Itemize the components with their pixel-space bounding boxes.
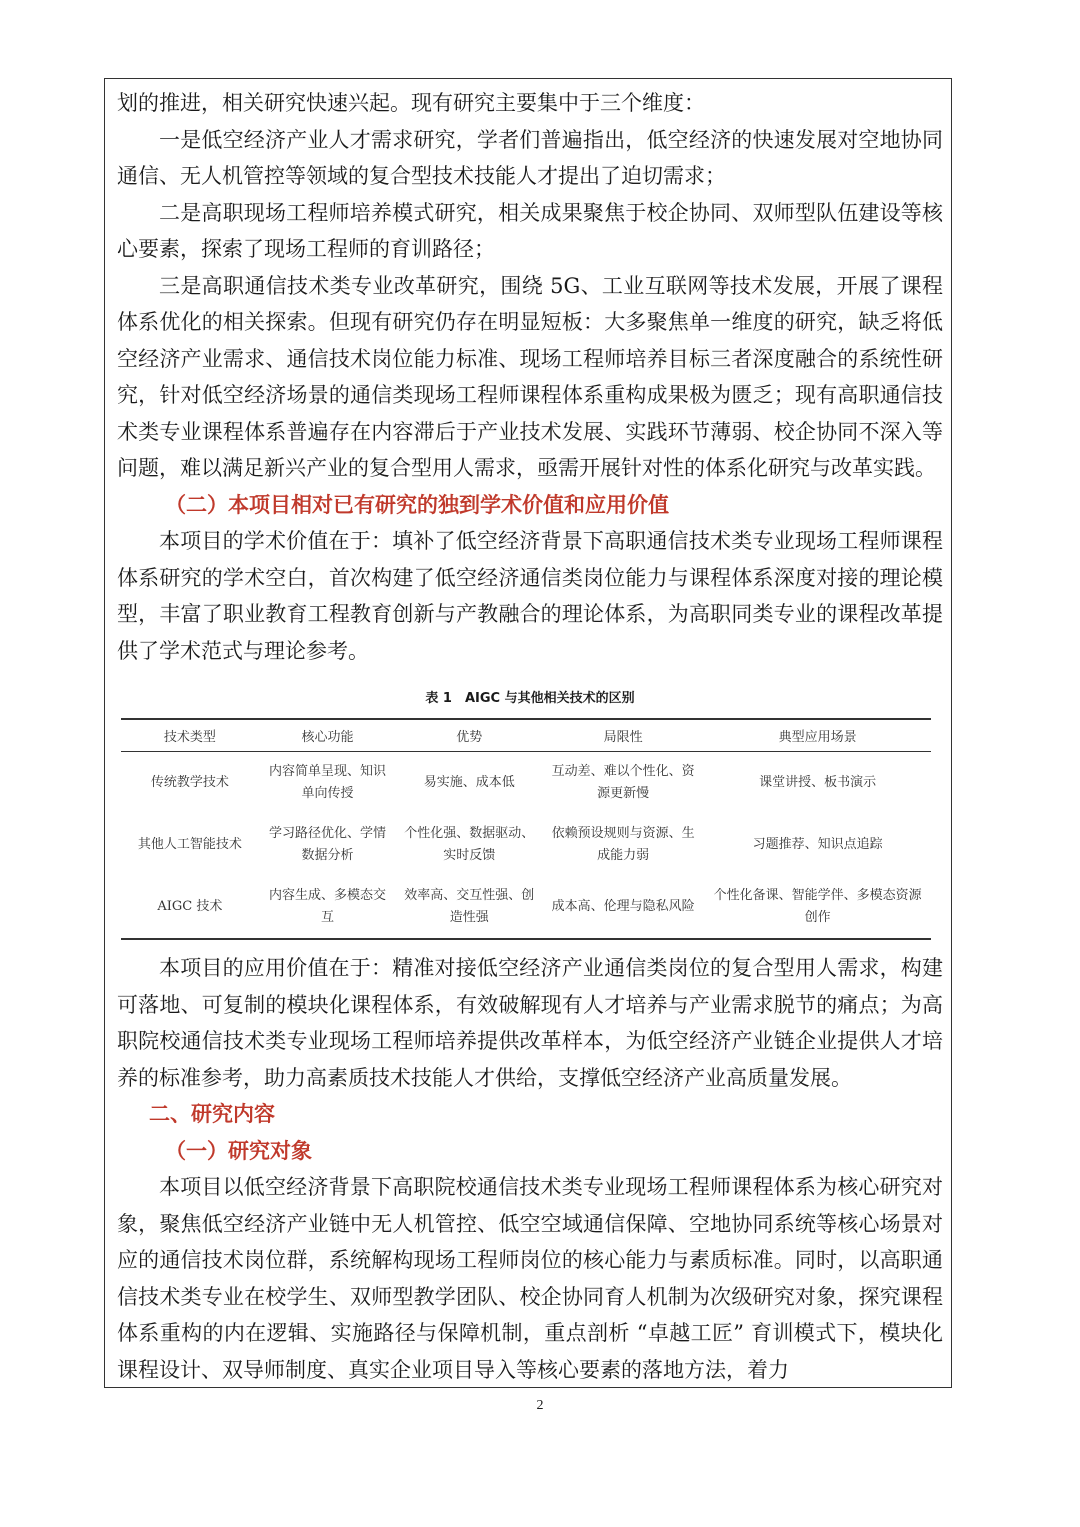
table-cell: 习题推荐、知识点追踪 — [752, 837, 883, 852]
heading-research-object: （一）研究对象 — [165, 1138, 312, 1163]
page-number: 2 — [536, 1398, 544, 1413]
document-body — [117, 85, 943, 1388]
paragraph-dimension-three: 三是高职通信技术类专业改革研究，围绕 5G、工业互联网等技术发展，开展了课程体系优化的相关探索。但现有研究仍存在明显短板：大多聚焦单一维度的研究，缺乏将低空经济产业需求、通信技术岗位能力标准、现场工程师培养目标三者深度融合的系统性研究，针对低空经济场景的通信类现场工程师课程体系重构成果极为匮乏；现有高职通信技术类专业课程体系普遍存在内容滞后于产业技术发展、实践环节薄弱、校企协同不深入等问题，难以满足新兴产业的复合型用人需求，亟需开展针对性的体系化研究与改革实践。 — [117, 273, 943, 480]
heading-section-two: 二、研究内容 — [149, 1102, 275, 1126]
table-row — [121, 752, 931, 815]
table-cell: 课堂讲授、板书演示 — [759, 775, 877, 790]
table-row — [121, 876, 931, 939]
paragraph-dimension-one: 一是低空经济产业人才需求研究，学者们普遍指出，低空经济的快速发展对空地协同通信、无人机管控等领域的复合型技术技能人才提出了迫切需求； — [117, 127, 943, 188]
table-cell: 个性化备课、智能学伴、多模态资源创作 — [704, 876, 931, 939]
comparison-table-block — [117, 687, 943, 940]
table-header-cell: 优势 — [396, 719, 542, 752]
table-header-cell: 局限性 — [542, 719, 704, 752]
table-header-cell: 核心功能 — [259, 719, 397, 752]
table-cell: 成本高、伦理与隐私风险 — [542, 876, 704, 939]
table-cell: 内容简单呈现、知识单向传授 — [269, 764, 387, 801]
paragraph-intro: 划的推进，相关研究快速兴起。现有研究主要集中于三个维度： — [117, 91, 705, 115]
paragraph-dimension-two: 二是高职现场工程师培养模式研究，相关成果聚焦于校企协同、双师型队伍建设等核心要素，探索了现场工程师的育训路径； — [117, 200, 943, 261]
page-frame — [104, 78, 952, 1388]
table-cell: 互动差、难以个性化、资源更新慢 — [551, 764, 695, 801]
heading-value: （二）本项目相对已有研究的独到学术价值和应用价值 — [165, 492, 669, 517]
table-cell: 依赖预设规则与资源、生成能力弱 — [551, 826, 695, 863]
table-title: 表 1 AIGC 与其他相关技术的区别 — [425, 691, 635, 706]
table-cell: 传统教学技术 — [150, 775, 229, 790]
paragraph-academic-value: 本项目的学术价值在于：填补了低空经济背景下高职通信技术类专业现场工程师课程体系研究的学术空白，首次构建了低空经济通信类岗位能力与课程体系深度对接的理论模型，丰富了职业教育工程教育创新与产教融合的理论体系，为高职同类专业的课程改革提供了学术范式与理论参考。 — [117, 529, 943, 663]
table-cell: 其他人工智能技术 — [137, 837, 242, 852]
table-header-row — [121, 719, 931, 752]
comparison-table — [121, 718, 931, 940]
table-header-cell: 典型应用场景 — [704, 719, 931, 752]
table-header-cell: 技术类型 — [121, 719, 259, 752]
table-cell: 个性化强、数据驱动、实时反馈 — [404, 826, 535, 863]
paragraph-application-value: 本项目的应用价值在于：精准对接低空经济产业通信类岗位的复合型用人需求，构建可落地、可复制的模块化课程体系，有效破解现有人才培养与产业需求脱节的痛点；为高职院校通信技术类专业现场工程师培养提供改革样本，为低空经济产业链企业提供人才培养的标准参考，助力高素质技术技能人才供给，支撑低空经济产业高质量发展。 — [117, 956, 943, 1090]
paragraph-research-object: 本项目以低空经济背景下高职院校通信技术类专业现场工程师课程体系为核心研究对象，聚焦低空经济产业链中无人机管控、低空空域通信保障、空地协同系统等核心场景对应的通信技术岗位群，系统解构现场工程师岗位的核心能力与素质标准。同时，以高职通信技术类专业在校学生、双师型教学团队、校企协同育人机制为次级研究对象，探究课程体系重构的内在逻辑、实施路径与保障机制，重点剖析 “卓越工匠” 育训模式下，模块化课程设计、双导师制度、真实企业项目导入等核心要素的落地方法，着力 — [117, 1175, 943, 1382]
table-cell: AIGC 技术 — [121, 876, 259, 939]
table-cell: 内容生成、多模态交互 — [259, 876, 397, 939]
table-row — [121, 814, 931, 876]
table-cell: 学习路径优化、学情数据分析 — [269, 826, 387, 863]
table-cell: 效率高、交互性强、创造性强 — [396, 876, 542, 939]
table-cell: 易实施、成本低 — [423, 775, 515, 790]
